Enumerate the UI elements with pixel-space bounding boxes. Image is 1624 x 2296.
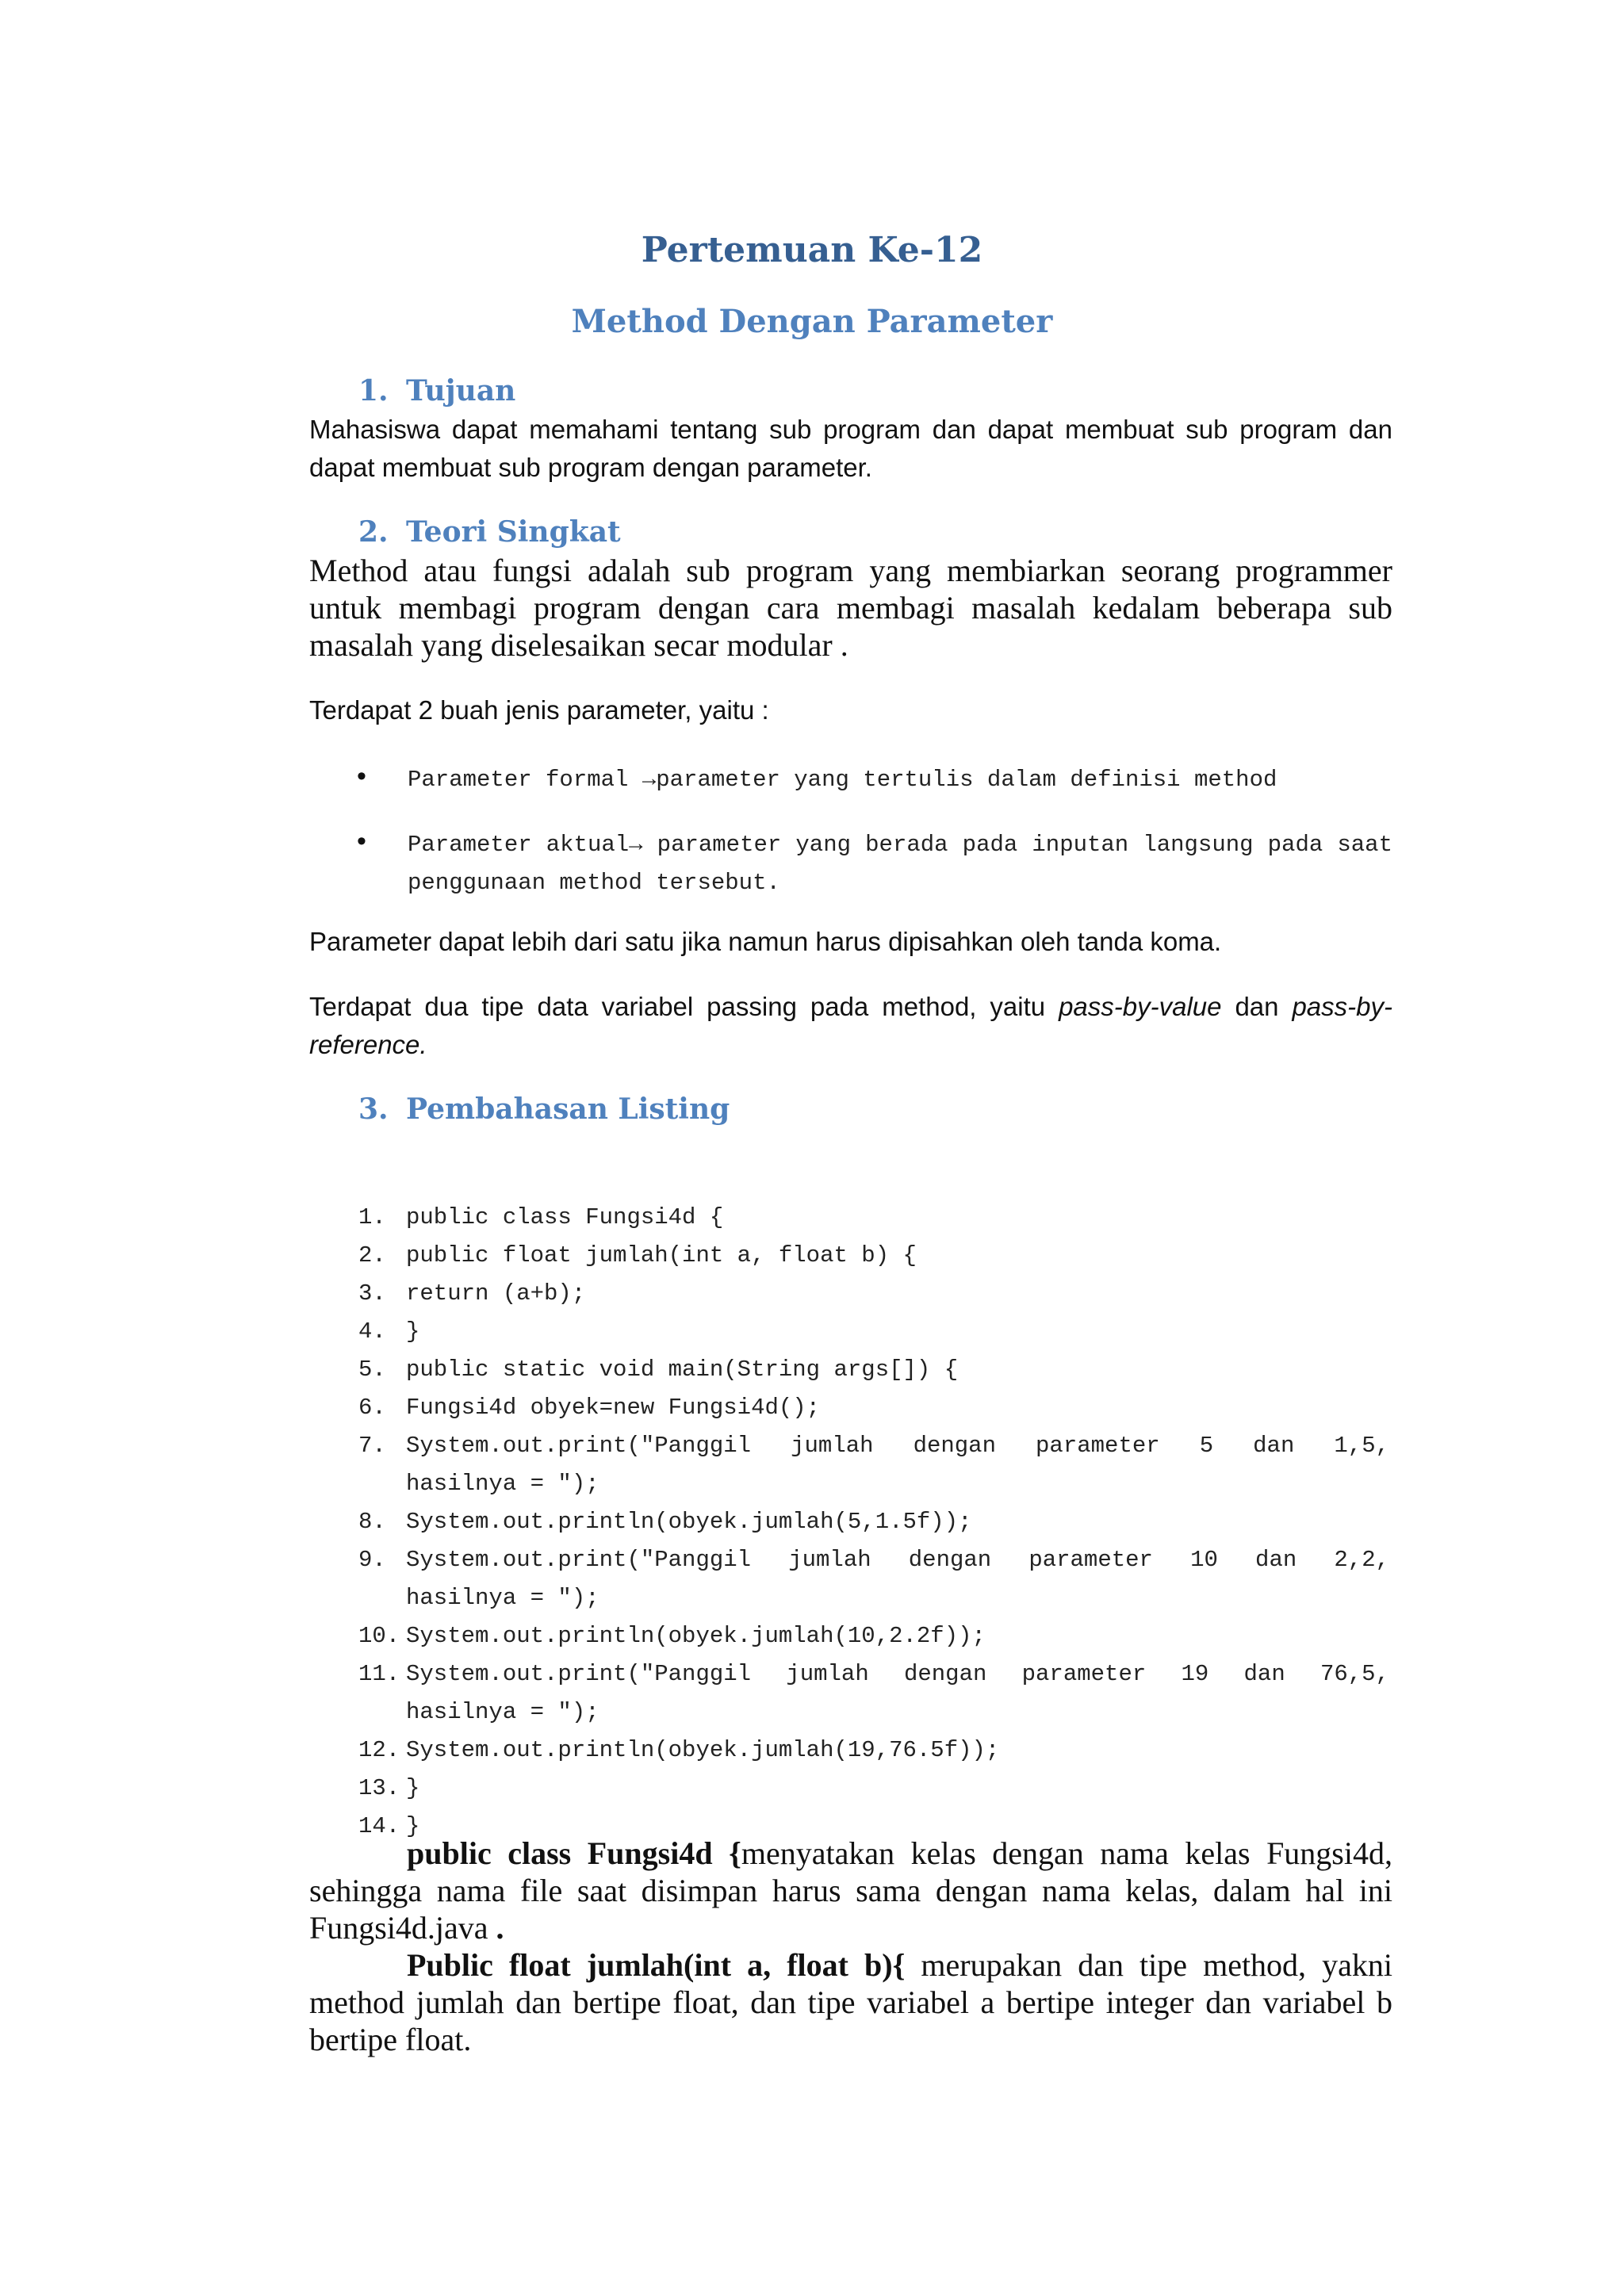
code-line-number: 3. [358, 1280, 386, 1307]
code-line-text: hasilnya = "); [406, 1471, 599, 1497]
section-heading-tujuan [358, 374, 515, 408]
pass-by-reference-term: pass-by-reference. [309, 992, 1392, 1059]
code-line-text: System.out.println(obyek.jumlah(5,1.5f)); [406, 1509, 972, 1535]
bullet-parameter-formal: Parameter formal →parameter yang tertulis dalam definisi method [408, 767, 1277, 793]
code-line-number: 9. [358, 1547, 386, 1573]
passing-text: Terdapat dua tipe data variabel passing pada method, yaitu [309, 992, 1059, 1021]
pass-by-value-term: pass-by-value [1059, 992, 1222, 1021]
explanation-end: . [488, 1910, 504, 1946]
code-line-number: 12. [358, 1737, 400, 1763]
page-title: Pertemuan Ke-12 [641, 230, 983, 270]
code-line-text: } [406, 1318, 420, 1345]
code-line-text: public static void main(String args[]) { [406, 1357, 959, 1383]
code-line-text: System.out.println(obyek.jumlah(19,76.5f)); [406, 1737, 1000, 1763]
code-line-number: 2. [358, 1242, 386, 1269]
explanation-paragraph [309, 1835, 1392, 1946]
code-line-text: System.out.print("Panggil jumlah dengan parameter 19 dan 76,5, [406, 1661, 1389, 1687]
code-line-number: 10. [358, 1623, 400, 1649]
passing-paragraph [309, 988, 1392, 1064]
tujuan-paragraph: Mahasiswa dapat memahami tentang sub program dan dapat membuat sub program dan dapat membuat sub program dengan parameter. [309, 415, 1392, 482]
section-number: 1. [358, 374, 389, 408]
section-heading-text: Teori Singkat [406, 515, 621, 549]
teori-paragraph: Method atau fungsi adalah sub program yang membiarkan seorang programmer untuk membagi program dengan cara membagi masalah kedalam beberapa sub masalah yang diselesaikan secar modular . [309, 553, 1392, 663]
page-subtitle: Method Dengan Parameter [571, 303, 1053, 340]
explanation-text: menyatakan kelas dengan nama kelas Fungsi4d, sehingga nama file saat disimpan harus sama dengan nama kelas, dalam hal ini Fungsi4d.java [309, 1835, 1392, 1946]
code-line-text: hasilnya = "); [406, 1699, 599, 1725]
passing-text: dan [1221, 992, 1293, 1021]
code-line-text: System.out.println(obyek.jumlah(10,2.2f)); [406, 1623, 986, 1649]
code-line-text: } [406, 1775, 420, 1801]
code-line-text: public float jumlah(int a, float b) { [406, 1242, 917, 1269]
code-line-text: System.out.print("Panggil jumlah dengan parameter 5 dan 1,5, [406, 1433, 1389, 1459]
section-heading-teori [358, 515, 621, 549]
code-line-number: 14. [358, 1813, 400, 1839]
code-line-text: } [406, 1813, 420, 1839]
code-line-text: Fungsi4d obyek=new Fungsi4d(); [406, 1395, 821, 1421]
code-line-text: hasilnya = "); [406, 1585, 599, 1611]
code-line-text: public class Fungsi4d { [406, 1204, 724, 1230]
section-number: 2. [358, 515, 389, 549]
code-line-number: 4. [358, 1318, 386, 1345]
explanation-text: merupakan dan tipe method, yakni method jumlah dan bertipe float, dan tipe variabel a bertipe integer dan variabel b bertipe float. [309, 1947, 1392, 2057]
parameter-koma-paragraph: Parameter dapat lebih dari satu jika namun harus dipisahkan oleh tanda koma. [309, 927, 1222, 956]
section-heading-text: Tujuan [406, 374, 516, 408]
explanation-code-term: Public float jumlah(int a, float b){ [407, 1947, 906, 1983]
bullet-parameter-aktual: Parameter aktual→ parameter yang berada pada inputan langsung pada saat penggunaan method tersebut. [408, 832, 1392, 896]
code-line-number: 5. [358, 1357, 386, 1383]
code-line-number: 6. [358, 1395, 386, 1421]
section-number: 3. [358, 1093, 389, 1126]
bullet-marker: • [357, 761, 366, 791]
code-line-number: 7. [358, 1433, 386, 1459]
code-line-number: 8. [358, 1509, 386, 1535]
section-heading-text: Pembahasan Listing [406, 1093, 730, 1126]
jenis-parameter-intro: Terdapat 2 buah jenis parameter, yaitu : [309, 695, 769, 725]
section-heading-listing [358, 1093, 730, 1126]
bullet-marker: • [357, 826, 366, 856]
code-line-text: System.out.print("Panggil jumlah dengan parameter 10 dan 2,2, [406, 1547, 1389, 1573]
code-line-number: 1. [358, 1204, 386, 1230]
code-line-number: 13. [358, 1775, 400, 1801]
explanation-code-term: public class Fungsi4d { [407, 1835, 741, 1871]
code-line-number: 11. [358, 1661, 400, 1687]
explanation-paragraph [309, 1946, 1392, 2058]
code-line-text: return (a+b); [406, 1280, 586, 1307]
